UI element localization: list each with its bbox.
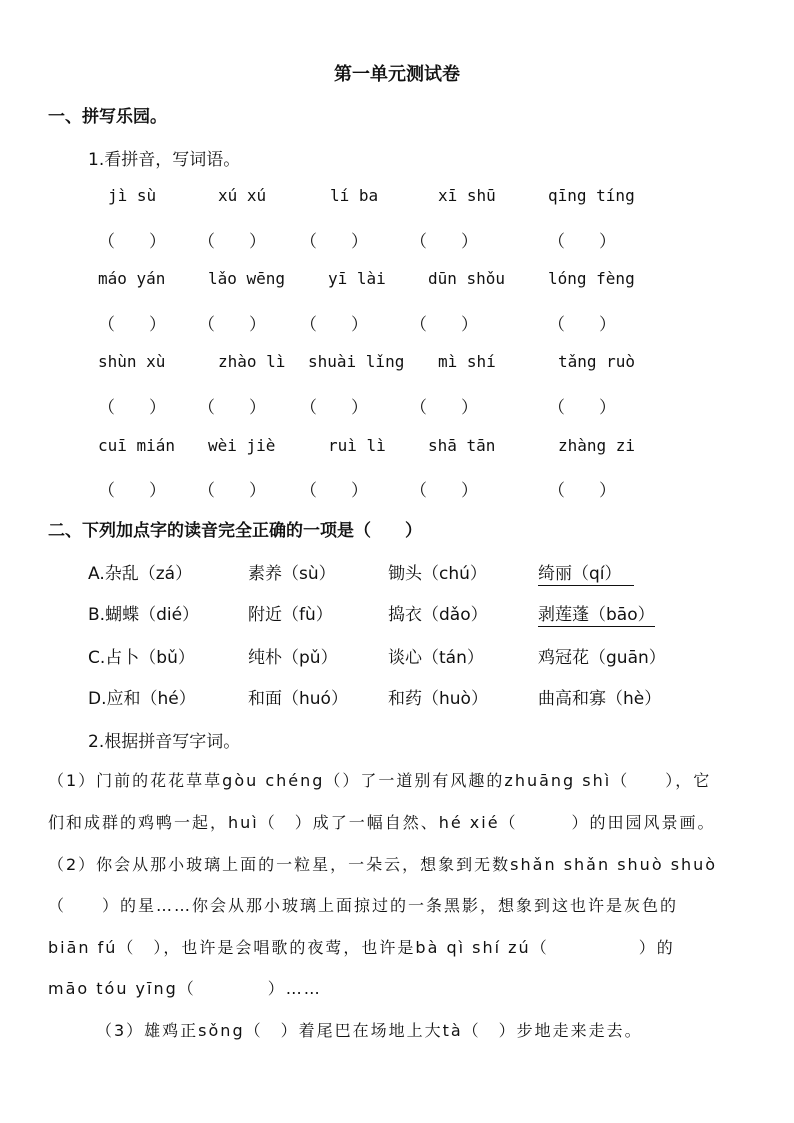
paragraph-line: 们和成群的鸡鸭一起，huì（ ）成了一幅自然、hé xié（ ）的田园风景画。 <box>48 813 716 832</box>
pinyin-cell: ruì lì <box>328 436 386 455</box>
answer-blank[interactable]: （ ） <box>410 315 478 335</box>
pinyin-cell: máo yán <box>98 269 166 288</box>
section1-heading: 一、拼写乐园。 <box>48 107 167 127</box>
pinyin-cell: xī shū <box>438 186 496 205</box>
section2-subheading: 2.根据拼音写字词。 <box>88 732 241 752</box>
pinyin-cell: yī lài <box>328 269 386 288</box>
answer-blank[interactable]: （ ） <box>548 398 616 418</box>
pinyin-cell: tǎng ruò <box>558 352 636 371</box>
answer-blank[interactable]: （ ） <box>410 481 478 501</box>
option-c-3: 谈心（tán） <box>388 648 484 668</box>
pinyin-cell: cuī mián <box>98 436 176 455</box>
option-a-1[interactable]: A.杂乱（zá） <box>88 564 193 584</box>
answer-blank[interactable]: （ ） <box>198 232 266 252</box>
section1-subheading: 1.看拼音，写词语。 <box>88 150 241 170</box>
pinyin-cell: lí ba <box>330 186 379 205</box>
option-a-3: 锄头（chú） <box>388 564 487 584</box>
answer-blank[interactable]: （ ） <box>548 232 616 252</box>
pinyin-cell: qīng tíng <box>548 186 635 205</box>
answer-blank[interactable]: （ ） <box>98 481 166 501</box>
answer-blank[interactable]: （ ） <box>548 481 616 501</box>
pinyin-cell: lǎo wēng <box>208 269 286 288</box>
paragraph-line: māo tóu yīng（ ）…… <box>48 979 322 998</box>
pinyin-cell: shā tān <box>428 436 496 455</box>
answer-blank[interactable]: （ ） <box>548 315 616 335</box>
pinyin-cell: shuài lǐng <box>308 352 405 371</box>
paragraph-line: （1）门前的花花草草gòu chéng（）了一道别有风趣的zhuāng shì（ ），它 <box>48 771 712 790</box>
paragraph-line: biān fú（ ），也许是会唱歌的夜莺，也许是bà qì shí zú（ ）的 <box>48 938 675 957</box>
answer-blank[interactable]: （ ） <box>198 315 266 335</box>
option-c-2: 纯朴（pǔ） <box>248 648 338 668</box>
answer-blank[interactable]: （ ） <box>98 398 166 418</box>
answer-blank[interactable]: （ ） <box>300 398 368 418</box>
answer-blank[interactable]: （ ） <box>98 315 166 335</box>
page-title: 第一单元测试卷 <box>334 64 460 85</box>
option-b-2: 附近（fù） <box>248 605 333 625</box>
pinyin-cell: zhào lì <box>218 352 286 371</box>
option-d-4: 曲高和寡（hè） <box>538 689 662 709</box>
answer-blank[interactable]: （ ） <box>198 398 266 418</box>
option-d-2: 和面（huó） <box>248 689 348 709</box>
option-c-1[interactable]: C.占卜（bǔ） <box>88 648 195 668</box>
answer-blank[interactable]: （ ） <box>300 481 368 501</box>
option-c-4: 鸡冠花（guān） <box>538 648 666 668</box>
option-d-3: 和药（huò） <box>388 689 488 709</box>
answer-blank[interactable]: （ ） <box>198 481 266 501</box>
answer-blank[interactable]: （ ） <box>410 398 478 418</box>
pinyin-cell: dūn shǒu <box>428 269 506 288</box>
pinyin-cell: shùn xù <box>98 352 166 371</box>
option-b-3: 捣衣（dǎo） <box>388 605 488 625</box>
pinyin-cell: lóng fèng <box>548 269 635 288</box>
pinyin-cell: zhàng zi <box>558 436 636 455</box>
paragraph-line: （ ）的星……你会从那小玻璃上面掠过的一条黑影，想象到这也许是灰色的 <box>48 896 679 915</box>
pinyin-cell: wèi jiè <box>208 436 276 455</box>
option-d-1[interactable]: D.应和（hé） <box>88 689 196 709</box>
option-a-4: 绮丽（qí） <box>538 559 634 586</box>
section2-heading: 二、下列加点字的读音完全正确的一项是（ ） <box>48 521 422 541</box>
answer-blank[interactable]: （ ） <box>300 232 368 252</box>
paragraph-line: （2）你会从那小玻璃上面的一粒星，一朵云，想象到无数shǎn shǎn shuò shuò <box>48 855 718 874</box>
pinyin-cell: xú xú <box>218 186 267 205</box>
answer-blank[interactable]: （ ） <box>98 232 166 252</box>
pinyin-cell: mì shí <box>438 352 496 371</box>
option-b-4: 剥莲蓬（bāo） <box>538 600 655 627</box>
option-b-1[interactable]: B.蝴蝶（dié） <box>88 605 200 625</box>
option-a-2: 素养（sù） <box>248 564 336 584</box>
pinyin-cell: jì sù <box>108 186 157 205</box>
answer-blank[interactable]: （ ） <box>300 315 368 335</box>
answer-blank[interactable]: （ ） <box>410 232 478 252</box>
paragraph-line: （3）雄鸡正sǒng（ ）着尾巴在场地上大tà（ ）步地走来走去。 <box>96 1021 643 1040</box>
